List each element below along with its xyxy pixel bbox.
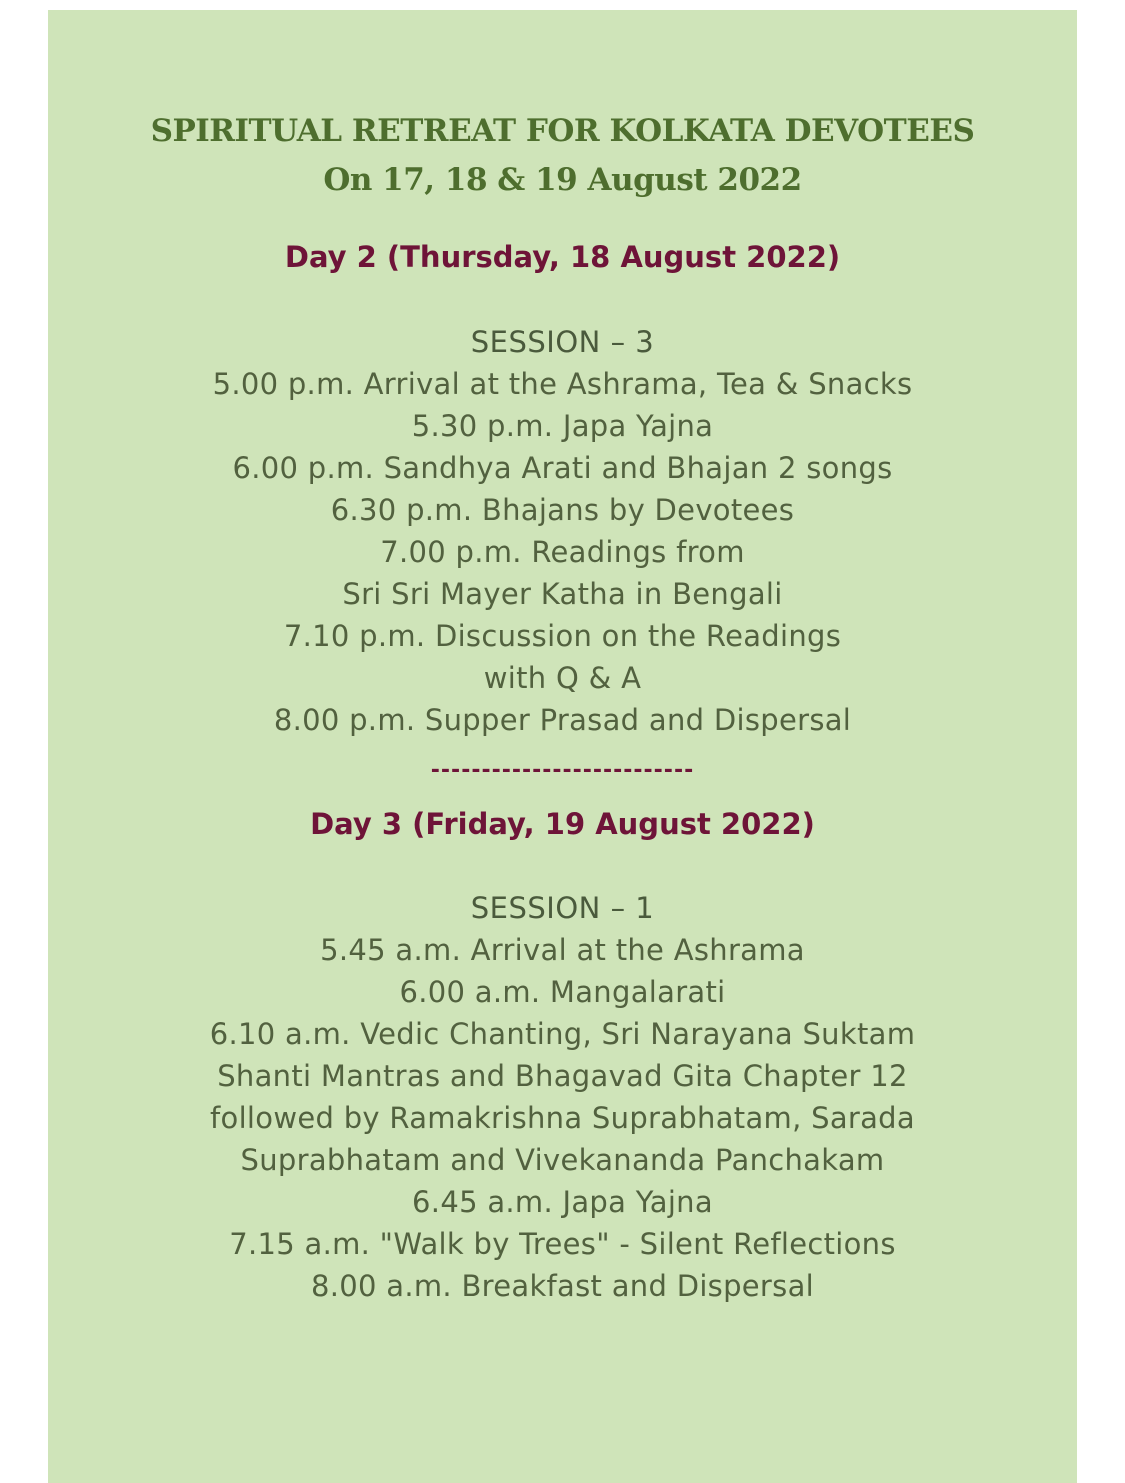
day2-schedule-line: 7.00 p.m. Readings from [380, 535, 745, 569]
retreat-dates: On 17, 18 & 19 August 2022 [323, 162, 802, 198]
day2-heading: Day 2 (Thursday, 18 August 2022) [284, 240, 841, 274]
day2-schedule-line: 5.00 p.m. Arrival at the Ashrama, Tea & Snacks [212, 367, 913, 401]
day3-schedule-line: Suprabhatam and Vivekananda Panchakam [240, 1143, 885, 1177]
section-divider: -------------------------- [430, 758, 695, 783]
day3-schedule-line: Shanti Mantras and Bhagavad Gita Chapter 12 [217, 1059, 908, 1093]
day3-schedule-line: 7.15 a.m. "Walk by Trees" - Silent Reflections [229, 1227, 896, 1261]
day3-schedule-line: 6.00 a.m. Mangalarati [399, 975, 726, 1009]
retreat-title: SPIRITUAL RETREAT FOR KOLKATA DEVOTEES [150, 113, 975, 149]
retreat-schedule-card [48, 10, 1077, 1483]
day3-schedule-line: 8.00 a.m. Breakfast and Dispersal [310, 1269, 814, 1303]
day2-schedule-line: with Q & A [483, 661, 642, 695]
day2-session-title: SESSION – 3 [470, 325, 655, 359]
day2-schedule-line: 6.30 p.m. Bhajans by Devotees [330, 493, 795, 527]
day2-schedule-line: 5.30 p.m. Japa Yajna [411, 409, 714, 443]
day2-schedule-line: 8.00 p.m. Supper Prasad and Dispersal [273, 703, 852, 737]
day3-session-title: SESSION – 1 [470, 891, 655, 925]
day3-schedule-line: followed by Ramakrishna Suprabhatam, Sarada [210, 1101, 915, 1135]
day3-heading: Day 3 (Friday, 19 August 2022) [310, 807, 815, 841]
day2-schedule-line: Sri Sri Mayer Katha in Bengali [342, 577, 783, 611]
day3-schedule-line: 6.10 a.m. Vedic Chanting, Sri Narayana Suktam [209, 1017, 916, 1051]
day3-schedule-line: 5.45 a.m. Arrival at the Ashrama [320, 933, 805, 967]
day2-schedule-line: 6.00 p.m. Sandhya Arati and Bhajan 2 songs [232, 451, 893, 485]
day2-schedule-line: 7.10 p.m. Discussion on the Readings [283, 619, 842, 653]
day3-schedule-line: 6.45 a.m. Japa Yajna [412, 1185, 713, 1219]
